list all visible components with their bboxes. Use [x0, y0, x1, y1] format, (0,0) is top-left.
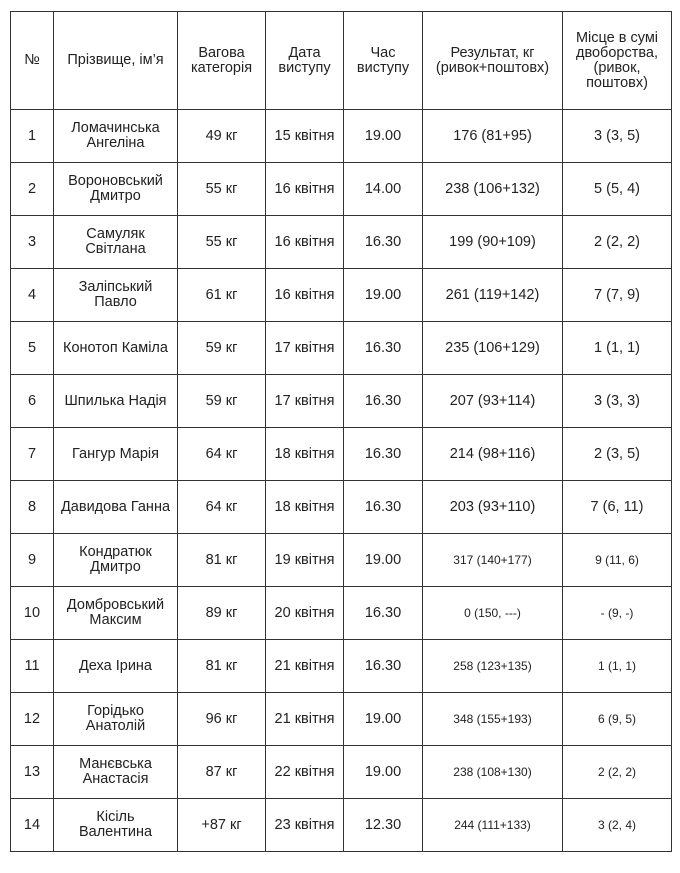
table-row [11, 110, 672, 163]
table-row [11, 640, 672, 693]
cell-time: 19.00 [344, 110, 423, 163]
cell-number: 2 [11, 163, 54, 216]
cell-number: 4 [11, 269, 54, 322]
cell-name: Гангур Марія [54, 428, 178, 481]
cell-place: 6 (9, 5) [563, 693, 672, 746]
cell-name: Деха Ірина [54, 640, 178, 693]
cell-time: 16.30 [344, 216, 423, 269]
cell-number: 7 [11, 428, 54, 481]
table-row [11, 693, 672, 746]
table-row [11, 428, 672, 481]
cell-place: 1 (1, 1) [563, 640, 672, 693]
table-row [11, 746, 672, 799]
cell-date: 15 квітня [266, 110, 344, 163]
cell-result: 244 (111+133) [423, 799, 563, 852]
cell-place: - (9, -) [563, 587, 672, 640]
cell-time: 16.30 [344, 481, 423, 534]
cell-name: Горідько Анатолій [54, 693, 178, 746]
header-name: Прізвище, ім’я [54, 12, 178, 110]
cell-weight-category: 96 кг [178, 693, 266, 746]
table-row [11, 163, 672, 216]
cell-time: 19.00 [344, 534, 423, 587]
header-number: № [11, 12, 54, 110]
cell-date: 19 квітня [266, 534, 344, 587]
cell-number: 3 [11, 216, 54, 269]
cell-place: 3 (3, 3) [563, 375, 672, 428]
cell-date: 16 квітня [266, 216, 344, 269]
cell-name: Вороновський Дмитро [54, 163, 178, 216]
cell-place: 2 (2, 2) [563, 216, 672, 269]
cell-weight-category: 64 кг [178, 481, 266, 534]
cell-result: 348 (155+193) [423, 693, 563, 746]
cell-result: 258 (123+135) [423, 640, 563, 693]
cell-place: 7 (6, 11) [563, 481, 672, 534]
cell-result: 261 (119+142) [423, 269, 563, 322]
header-result: Результат, кг (ривок+поштовх) [423, 12, 563, 110]
cell-date: 23 квітня [266, 799, 344, 852]
cell-weight-category: 81 кг [178, 640, 266, 693]
table-body [11, 110, 672, 852]
table-row [11, 587, 672, 640]
cell-number: 13 [11, 746, 54, 799]
header-time: Час виступу [344, 12, 423, 110]
cell-weight-category: 55 кг [178, 216, 266, 269]
cell-weight-category: 55 кг [178, 163, 266, 216]
cell-date: 22 квітня [266, 746, 344, 799]
cell-date: 20 квітня [266, 587, 344, 640]
table-row [11, 269, 672, 322]
cell-result: 0 (150, ---) [423, 587, 563, 640]
cell-result: 235 (106+129) [423, 322, 563, 375]
cell-date: 16 квітня [266, 163, 344, 216]
table-row [11, 481, 672, 534]
cell-time: 19.00 [344, 746, 423, 799]
cell-number: 11 [11, 640, 54, 693]
cell-weight-category: +87 кг [178, 799, 266, 852]
cell-time: 12.30 [344, 799, 423, 852]
cell-name: Манєвська Анастасія [54, 746, 178, 799]
cell-time: 19.00 [344, 693, 423, 746]
cell-time: 19.00 [344, 269, 423, 322]
cell-date: 21 квітня [266, 693, 344, 746]
cell-name: Заліпський Павло [54, 269, 178, 322]
cell-name: Домбровський Максим [54, 587, 178, 640]
cell-date: 17 квітня [266, 322, 344, 375]
header-row [11, 12, 672, 110]
cell-weight-category: 59 кг [178, 322, 266, 375]
cell-name: Кісіль Валентина [54, 799, 178, 852]
table-row [11, 216, 672, 269]
header-date: Дата виступу [266, 12, 344, 110]
cell-time: 16.30 [344, 322, 423, 375]
cell-number: 1 [11, 110, 54, 163]
results-table-container [10, 11, 672, 852]
cell-place: 3 (2, 4) [563, 799, 672, 852]
cell-date: 18 квітня [266, 428, 344, 481]
cell-date: 17 квітня [266, 375, 344, 428]
cell-result: 199 (90+109) [423, 216, 563, 269]
cell-weight-category: 81 кг [178, 534, 266, 587]
cell-result: 238 (106+132) [423, 163, 563, 216]
header-place: Місце в сумі двоборства, (ривок, поштовх) [563, 12, 672, 110]
cell-weight-category: 89 кг [178, 587, 266, 640]
table-row [11, 322, 672, 375]
cell-place: 1 (1, 1) [563, 322, 672, 375]
cell-result: 238 (108+130) [423, 746, 563, 799]
cell-number: 14 [11, 799, 54, 852]
cell-weight-category: 87 кг [178, 746, 266, 799]
cell-name: Кондратюк Дмитро [54, 534, 178, 587]
table-row [11, 799, 672, 852]
cell-place: 2 (2, 2) [563, 746, 672, 799]
cell-result: 214 (98+116) [423, 428, 563, 481]
cell-number: 8 [11, 481, 54, 534]
table-row [11, 534, 672, 587]
cell-name: Ломачинська Ангеліна [54, 110, 178, 163]
cell-name: Конотоп Каміла [54, 322, 178, 375]
cell-number: 9 [11, 534, 54, 587]
cell-place: 2 (3, 5) [563, 428, 672, 481]
cell-time: 14.00 [344, 163, 423, 216]
cell-name: Давидова Ганна [54, 481, 178, 534]
cell-place: 3 (3, 5) [563, 110, 672, 163]
cell-place: 9 (11, 6) [563, 534, 672, 587]
cell-number: 5 [11, 322, 54, 375]
cell-number: 6 [11, 375, 54, 428]
cell-number: 12 [11, 693, 54, 746]
cell-time: 16.30 [344, 587, 423, 640]
cell-weight-category: 49 кг [178, 110, 266, 163]
cell-time: 16.30 [344, 375, 423, 428]
cell-place: 7 (7, 9) [563, 269, 672, 322]
cell-time: 16.30 [344, 640, 423, 693]
table-row [11, 375, 672, 428]
cell-time: 16.30 [344, 428, 423, 481]
cell-place: 5 (5, 4) [563, 163, 672, 216]
header-weight-category: Вагова категорія [178, 12, 266, 110]
cell-number: 10 [11, 587, 54, 640]
cell-date: 16 квітня [266, 269, 344, 322]
cell-result: 317 (140+177) [423, 534, 563, 587]
cell-weight-category: 61 кг [178, 269, 266, 322]
table-header [11, 12, 672, 110]
cell-result: 203 (93+110) [423, 481, 563, 534]
cell-weight-category: 64 кг [178, 428, 266, 481]
cell-weight-category: 59 кг [178, 375, 266, 428]
cell-date: 18 квітня [266, 481, 344, 534]
cell-result: 207 (93+114) [423, 375, 563, 428]
cell-name: Шпилька Надія [54, 375, 178, 428]
cell-result: 176 (81+95) [423, 110, 563, 163]
results-table [10, 11, 672, 852]
cell-name: Самуляк Світлана [54, 216, 178, 269]
cell-date: 21 квітня [266, 640, 344, 693]
